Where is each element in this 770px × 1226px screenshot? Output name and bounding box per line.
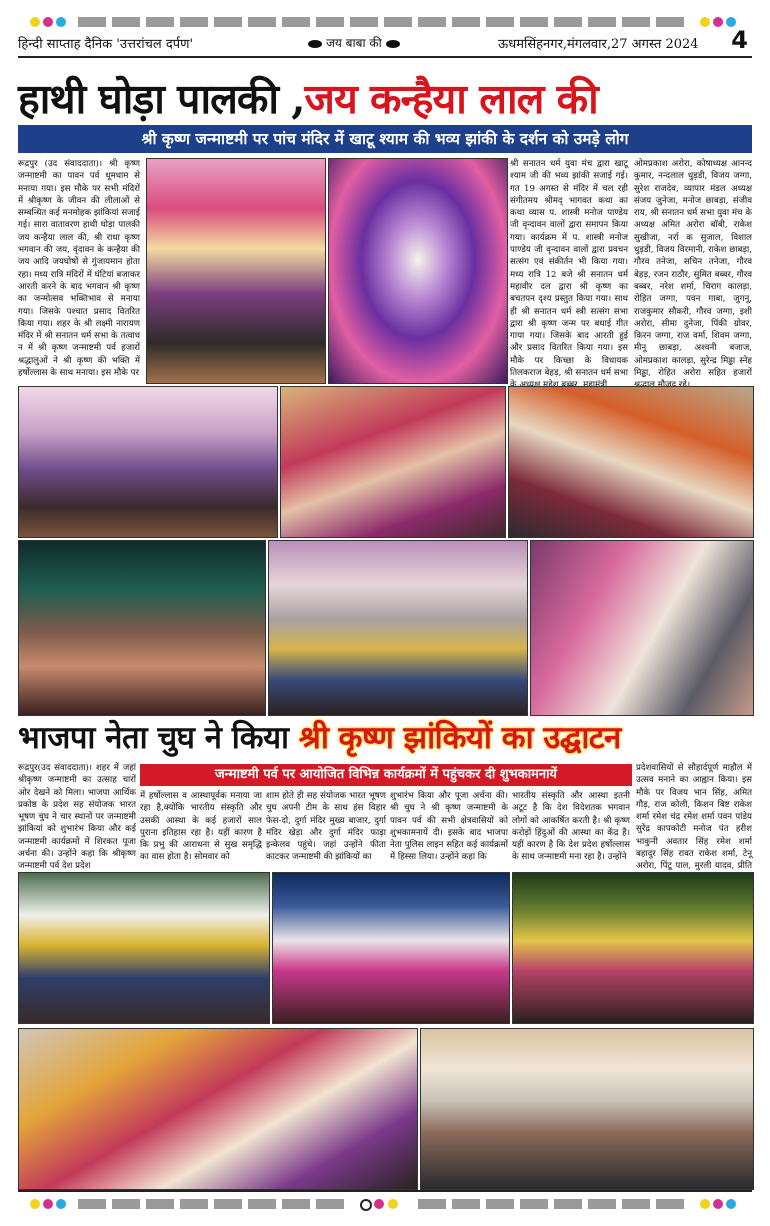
photo-children-krishna-costume [272, 872, 510, 1024]
bottom-rule [18, 1190, 752, 1192]
page-number: 4 [731, 26, 748, 54]
photo-priests-seated-puja [508, 386, 754, 538]
cyan-dot-icon [56, 1199, 66, 1209]
photo-hall-devotees-seated [268, 540, 528, 716]
photo-devotees-clapping [280, 386, 506, 538]
dateline: ऊधमसिंहनगर,मंगलवार,27 अगस्त 2024 [498, 37, 699, 52]
registration-mark-icon [360, 1199, 372, 1211]
photo-temple-idol-stage [18, 386, 278, 538]
magenta-dot-icon [43, 17, 53, 27]
story2-column-3: शाम होते ही सह संयोजक भारत भूषण चुघ अपनी टीम के साथ हंस विहार फेस-दो, दुर्गा मंदिर मुख्य बाजार, दुर्गा मंदिर खेड़ा और दुर्गा मंदिर फाड़ा इन्केलव पहुंचे। जहां उन्होंने फीता काटकर जन्माष्टमी की झांकियों का [266, 791, 386, 863]
photo-shrine-decorated-altar [146, 158, 326, 384]
yellow-dot-icon [700, 1199, 710, 1209]
story1-column-1: रूद्रपुर (उद संवाददाता)। श्री कृष्ण जन्माष्टमी का पावन पर्व धूमधाम से मनाया गया। इस मौके पर सभी मंदिरों में श्रीकृष्ण के जीवन की लीलाओं से सम्बन्धित कई मनमोहक झांकियां सजाई गई। सारा वातावरण हाथी घोड़ा पालकी जय कन्हैया लाल की, श्री राधा कृष्ण भगवान की जय, वृंदावन के कन्हैया की जय आदि जयघोषों से गुंजायमान होता रहा। मध्य रात्रि मंदिरों में घंटियां बजाकर आरती करने के बाद भगवान श्री कृष्ण का जन्मोत्सव भक्तिभाव से मनाया गया। जिसके पश्चात प्रसाद वितरित किया गया। शहर के श्री लक्ष्मी नारायण मंदिर में श्री सनातन धर्म सभा के तत्वाध न में श्री कृष्ण जन्माष्टमी पर्व हजारों श्रद्धालुओं ने श्री कृष्ण की भक्ति में हर्षोल्लास के साथ मनाया। इस मौके पर [18, 159, 140, 379]
photo-woman-cutting-ribbon [530, 540, 754, 716]
masthead-rule [18, 56, 752, 58]
story2-headline: भाजपा नेता चुघ ने किया श्री कृष्ण झांकियों का उद्घाटन [18, 720, 621, 756]
story1-column-2: श्री सनातन धर्म युवा मंच द्वारा खाटू श्याम जी की भव्य झांकी सजाई गई। गत 19 अगस्त से मंदिर में चल रही संगीतमय श्रीमद् भागवत कथा का कथा व्यास प. शास्त्री मनोज पाण्डेय जी वृन्दावन वालों द्वारा समापन किया गया। कार्यक्रम में प. शास्त्री मनोज पाण्डेय जी वृन्दावन वालों द्वारा प्रवचन सत्संग एवं संकीर्तन भी किया गया। मध्य रात्रि 12 बजे श्री सनातन धर्म महावीर दल द्वारा श्री कृष्ण का बचतपन दृश्य प्रस्तुत किया गया। साथ ही श्री सनातन धर्म स्त्री सत्संग सभा द्वारा श्री कृष्ण जन्म पर बधाई गीत गाया गया। जिसके बाद आरती हुई और प्रसाद वितरित किया गया। इस मौके पर किच्छा के विधायक तिलकराज बेहड़, श्री सनातन धर्म सभा [510, 159, 628, 379]
bottom-color-strip [0, 1196, 770, 1212]
photo-audience-celebration [512, 872, 754, 1024]
newspaper-name: हिन्दी साप्ताह दैनिक 'उत्तरांचल दर्पण' [18, 37, 194, 52]
photo-temple-visit-group [420, 1028, 754, 1190]
cyan-dot-icon [56, 17, 66, 27]
masthead-slogan: जय बाबा की [308, 34, 400, 51]
yellow-dot-icon [700, 17, 710, 27]
story2-column-5: भारतीय संस्कृति और आस्था इतनी अटूट है कि देश विदेशतक भगवान लोगों को आकर्षित करती है। श्री कृष्ण करोड़ों हिंदुओं की आस्था का केंद्र है। यहीं कारण है कि देश प्रदेश हर्षोल्लास के साथ जन्माष्टमी मना रहा है। उन्होंने [512, 791, 630, 863]
yellow-dot-icon [30, 1199, 40, 1209]
magenta-dot-icon [43, 1199, 53, 1209]
yellow-dot-icon [388, 1199, 398, 1209]
story1-column-3: ओमप्रकाश अरोरा, कोषाध्यक्ष आनन्द कुमार, नन्दलाल धुड़डी, विजय जग्गा, सुरेश राजदेव, व्यापार मंडल अध्यक्ष संजय जुनेजा, मनोज छाबड़ा, संजीव राय, श्री सनातन धर्म सभा युवा मंच के अध्यक्ष अमित अरोरा बॉबी, राकेश सुखीजा, नर्रा क सुजाल, विशाल धुड़डी, विजय विरमानी, राकेश छाबड़ा, गौरव तनेजा, सचिन तनेजा, गौरव बेहड़, रजन राठौर, सुमित बब्बर, गौरव बब्बर, नरेश शर्मा, चिराग कालड़ा, रोहित जग्गा, पवन गाबा, जुगनू, राजकुमार सौकरी, गौरव जग्गा, इशी अरोरा, सीमा दुनेजा, पिंकी ग्रोवर, किरन जग्गा, राज वर्मा, शिवम जग्गा, मीनू छाबड़ा, अश्वनी बजाज, ओमप्रकाश कालड़ा, सुरेन्द्र मिड्ढा स्नेह मिड्ढा, रोहित अरोरा सहित हजारों [634, 159, 752, 379]
ornament-icon [308, 40, 322, 48]
magenta-dot-icon [713, 17, 723, 27]
yellow-dot-icon [30, 17, 40, 27]
magenta-dot-icon [713, 1199, 723, 1209]
cyan-dot-icon [726, 1199, 736, 1209]
masthead [18, 26, 752, 54]
story2-column-1: रूद्रपुर(उद संवाददाता)। शहर में जहां श्रीकृष्ण जन्माष्टमी का उत्साह चारों ओर देखने को मिला। भाजपा आर्थिक प्रकोष्ठ के प्रदेश सह संयोजक भारत भूषण चुघ ने चार स्थानों पर जन्माष्टमी झांकियां को शुभारंभ किया और कई जन्माष्टमी कार्यक्रमों में शिरकत पूजा अर्चना की। उन्होंने कहा कि श्रीकृष्ण जन्माष्टमी पर्व देश प्रदेश [18, 763, 136, 872]
magenta-dot-icon [374, 1199, 384, 1209]
photo-leaders-group-stage [18, 872, 270, 1024]
story2-column-4: शुभारंभ किया और पूजा अर्चना की। श्री चुघ ने श्री कृष्ण जन्माष्टमी के पावन पर्व की सभी क्षेत्रवासियों को शुभकामनायें दी। इसके बाद भाजपा नेता पुलिस लाइन सहित कई कार्यक्रमों में हिस्सा लिया। उन्होंने कहा कि [390, 791, 508, 863]
ornament-icon [386, 40, 400, 48]
story1-headline: हाथी घोड़ा पालकी ,जय कन्हैया लाल की [18, 75, 598, 123]
story2-subheadline: जन्माष्टमी पर्व पर आयोजित विभिन्न कार्यक्रमों में पहुंचकर दी शुभकामनायें [140, 764, 632, 786]
photo-ribbon-inauguration-children [18, 1028, 418, 1190]
photo-khatu-shyam-jhanki [328, 158, 508, 384]
story1-subheadline: श्री कृष्ण जन्माष्टमी पर पांच मंदिर में खाटू श्याम की भव्य झांकी के दर्शन को उमड़े लोग [18, 125, 752, 153]
story2-column-6: प्रदेशवासियों से सौहार्दपूर्ण माहौल में उत्सव मनाने का आह्वान किया। इस मौके पर विजय भान सिंह, अमित गौड़, राज कोली, किशन बिष्ट राकेश शर्मा रमेश चंद्र रमेश शर्मा पवन पांडेय सुरेंद्र कापकोटी मनोज पंत हरीश भाकुनी अवतार सिंह रमेश शर्मा बहादुर सिंह रावत राकेश शर्मा, टेनू अरोरा, पिंटू पाल, मुरली यादव, प्रीति [636, 763, 752, 872]
story2-column-2: में हर्षोल्लास व आस्थापूर्वक मनाया जा रहा है,क्योंकि भारतीय संस्कृति और उसकी आस्था के कई हजारों साल पुराना इतिहास रहा है। यहीं कारण है कि प्रभु की आराधना से सुख समृद्धि का वास होता है। सोमवार को [140, 791, 262, 863]
photo-night-crowd-gathering [18, 540, 266, 716]
top-color-strip [0, 14, 770, 30]
